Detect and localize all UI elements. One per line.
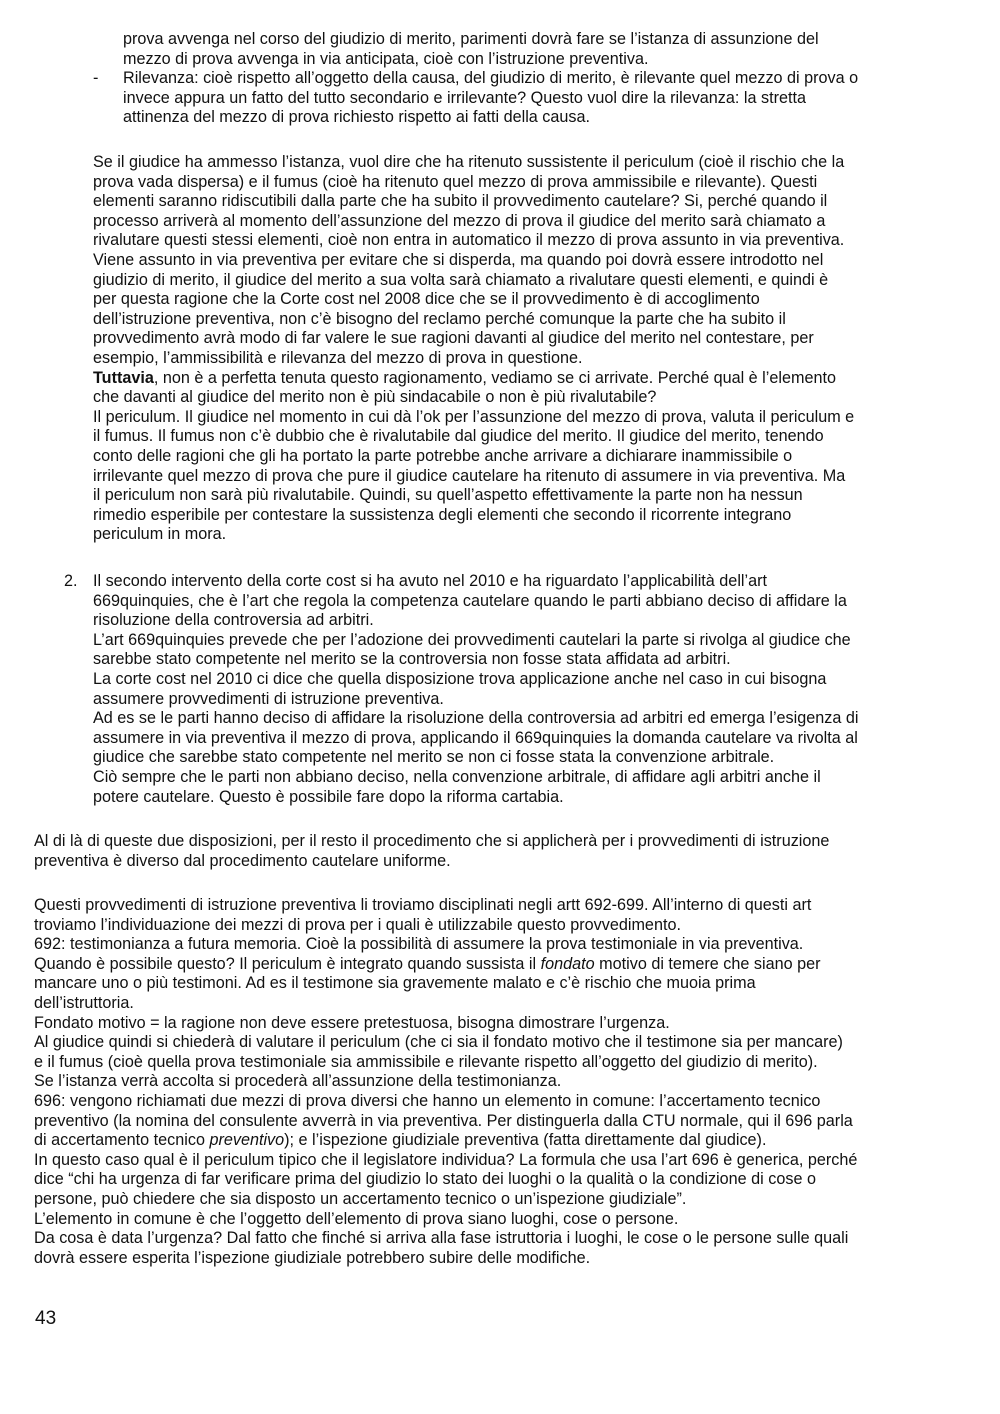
text-line: potere cautelare. Questo è possibile fare dopo la riforma cartabia. <box>93 787 564 806</box>
text-line <box>34 955 857 975</box>
text-line: Viene assunto in via preventiva per evitare che si disperda, ma quando poi dovrà essere introdotto nel <box>93 250 824 269</box>
text-line: rivalutare questi stessi elementi, cioè non entra in automatico il mezzo di prova assunto in via preventiva. <box>93 231 845 250</box>
paragraph-al-di-la <box>34 832 829 871</box>
text-line <box>34 1131 857 1151</box>
text-line: Fondato motivo = la ragione non deve essere pretestuosa, bisogna dimostrare l’urgenza. <box>34 1013 670 1032</box>
text-line: invece appura un fatto del tutto secondario e irrilevante? Questo vuol dire la rilevanza: la stretta <box>123 88 806 107</box>
text-line: mancare uno o più testimoni. Ad es il testimone sia gravemente malato e c’è rischio che muoia prima <box>34 974 756 993</box>
text-line: 696: vengono richiamati due mezzi di prova diversi che hanno un elemento in comune: l’accertamento tecnico <box>34 1091 821 1110</box>
text-line: conto delle ragioni che gli ha portato la parte potrebbe anche arrivare a dichiarare inammissibile o <box>93 446 793 465</box>
text-line: Il secondo intervento della corte cost si ha avuto nel 2010 e ha riguardato l’applicabilità dell’art <box>93 572 767 590</box>
text-line: attinenza del mezzo di prova richiesto rispetto ai fatti della causa. <box>123 108 590 127</box>
text-line: il fumus. Il fumus non c’è dubbio che è rivalutabile dal giudice del merito. Il giudice del merito, tenendo <box>93 427 824 446</box>
text-line: 692: testimonianza a futura memoria. Cioè la possibilità di assumere la prova testimoniale in via preventiva. <box>34 935 804 954</box>
text-line: giudice che sarebbe stato competente nel merito se non ci fosse stata la convenzione arbitrale. <box>93 748 775 767</box>
text-line: 669quinquies, che è l’art che regola la competenza cautelare quando le parti abbiano deciso di affidare la <box>93 591 847 610</box>
text-line: dell’istruttoria. <box>34 993 134 1012</box>
text-line: Se l’istanza verrà accolta si procederà all’assunzione della testimonianza. <box>34 1072 562 1091</box>
text-line: giudizio di merito, il giudice del merito a sua volta sarà chiamato a rivalutare questi elementi, e quindi è <box>93 270 829 289</box>
text-line: L’art 669quinquies prevede che per l’adozione dei provvedimenti cautelari la parte si rivolga al giudice che <box>93 630 851 649</box>
text-fragment: motivo di temere che siano per <box>594 954 821 973</box>
text-line: dice “chi ha urgenza di far verificare prima del giudizio lo stato dei luoghi o la qualità o la condizione di cose o <box>34 1170 816 1189</box>
text-line: periculum in mora. <box>93 525 227 544</box>
text-line: Da cosa è data l’urgenza? Dal fatto che finché si arriva alla fase istruttoria i luoghi, le cose o le persone sulle quali <box>34 1229 849 1248</box>
text-fragment: , non è a perfetta tenuta questo ragionamento, vediamo se ci arrivate. Perché qual è l’elemento <box>153 368 836 387</box>
italic-word: preventivo <box>209 1131 285 1150</box>
text-line: persone, può chiedere che sia disposto un accertamento tecnico o un’ispezione giudiziale”. <box>34 1189 687 1208</box>
text-line: Questi provvedimenti di istruzione preventiva li troviamo disciplinati negli artt 692-699. All’interno di questi art <box>34 896 812 914</box>
text-line: Rilevanza: cioè rispetto all’oggetto della causa, del giudizio di merito, è rilevante quel mezzo di prova o <box>123 69 859 87</box>
text-line: il periculum non sarà più rivalutabile. Quindi, su quell’aspetto effettivamente la parte non ha nessun <box>93 486 803 505</box>
text-line: elementi saranno ridiscutibili dalla parte che ha subito il provvedimento cautelare? Si, perché quando il <box>93 192 828 211</box>
text-line: L’elemento in comune è che l’oggetto dell’elemento di prova siano luoghi, cose o persone. <box>34 1209 679 1228</box>
text-fragment: Quando è possibile questo? Il periculum è integrato quando sussista il <box>34 954 541 973</box>
text-line: risoluzione della controversia ad arbitri. <box>93 611 374 630</box>
paragraph-giudice-ammesso <box>93 153 854 545</box>
text-line: che davanti al giudice del merito non è più sindacabile o non è più rivalutabile? <box>93 388 657 407</box>
text-line: per questa ragione che la Corte cost nel 2008 dice che se il provvedimento è di accoglimento <box>93 290 760 309</box>
text-line: Ad es se le parti hanno deciso di affidare la risoluzione della controversia ad arbitri ed emerga l’esigenza di <box>93 709 859 728</box>
text-line: In questo caso qual è il periculum tipico che il legislatore individua? La formula che usa l’art 696 è generica, perché <box>34 1150 858 1169</box>
text-line: esempio, l’ammissibilità e rilevanza del mezzo di prova in questione. <box>93 348 583 367</box>
text-line <box>93 369 854 389</box>
text-line: dovrà essere esperita l’ispezione giudiziale potrebbero subire delle modifiche. <box>34 1248 591 1267</box>
text-line: irrilevante quel mezzo di prova che pure il giudice cautelare ha ritenuto di assumere in via preventiva. Ma <box>93 466 846 485</box>
bold-word: Tuttavia <box>93 368 154 387</box>
page-number: 43 <box>35 1308 57 1329</box>
text-line: dell’istruzione preventiva, non c’è bisogno del reclamo perché comunque la parte che ha subito il <box>93 309 786 328</box>
text-line: prova vada dispersa) e il fumus (cioè ha ritenuto quel mezzo di prova ammissibile e rilevante). Questi <box>93 172 818 191</box>
text-line: Al giudice quindi si chiederà di valutare il periculum (che ci sia il fondato motivo che il testimone sia per mancare) <box>34 1033 843 1052</box>
text-line: troviamo l’individuazione dei mezzi di prova per i quali è utilizzabile questo provvedimento. <box>34 915 681 934</box>
text-line: processo arriverà al momento dell’assunzione del mezzo di prova il giudice del merito sarà chiamato a <box>93 211 826 230</box>
text-line: sarebbe stato competente nel merito se la controversia non fosse stata affidata ad arbitri. <box>93 650 731 669</box>
text-line: rimedio esperibile per contestare la sussistenza degli elementi che secondo il ricorrente integrano <box>93 505 792 524</box>
text-fragment: di accertamento tecnico <box>34 1131 210 1150</box>
bullet-marker: - <box>93 69 99 87</box>
text-line: e il fumus (cioè quella prova testimoniale sia ammissibile e rilevante rispetto all’oggetto del giudizio di merito). <box>34 1052 818 1071</box>
text-line: assumere in via preventiva il mezzo di prova, applicando il 669quinquies la domanda cautelare va rivolta al <box>93 728 858 747</box>
text-line: La corte cost nel 2010 ci dice che quella disposizione trova applicazione anche nel caso in cui bisogna <box>93 669 827 688</box>
text-line: provvedimento avrà modo di far valere le sue ragioni davanti al giudice del merito nel contestare, per <box>93 329 814 348</box>
bullet-continuation <box>123 30 819 69</box>
text-line: Al di là di queste due disposizioni, per il resto il procedimento che si applicherà per i provvedimenti di istruzione <box>34 832 830 850</box>
text-line: assumere provvedimenti di istruzione preventiva. <box>93 689 444 708</box>
text-line: Il periculum. Il giudice nel momento in cui dà l’ok per l’assunzione del mezzo di prova, valuta il periculum e <box>93 407 855 426</box>
text-line: mezzo di prova avvenga in via anticipata, cioè con l’istruzione preventiva. <box>123 49 649 68</box>
text-line: prova avvenga nel corso del giudizio di merito, parimenti dovrà fare se l’istanza di assunzione del <box>123 30 819 48</box>
text-line: Ciò sempre che le parti non abbiano deciso, nella convenzione arbitrale, di affidare agli arbitri anche il <box>93 767 821 786</box>
text-fragment: ); e l’ispezione giudiziale preventiva (fatta direttamente dal giudice). <box>284 1131 767 1150</box>
item-number: 2. <box>64 572 78 590</box>
text-line: preventivo (la nomina del consulente avverrà in via preventiva. Per distinguerla dalla CTU normale, qui il 696 parla <box>34 1111 853 1130</box>
section-istruzione-preventiva <box>34 896 857 1268</box>
text-line: preventiva è diverso dal procedimento cautelare uniforme. <box>34 851 451 870</box>
text-line: Se il giudice ha ammesso l’istanza, vuol dire che ha ritenuto sussistente il periculum (cioè il rischio che la <box>93 153 845 171</box>
italic-word: fondato <box>540 954 595 973</box>
